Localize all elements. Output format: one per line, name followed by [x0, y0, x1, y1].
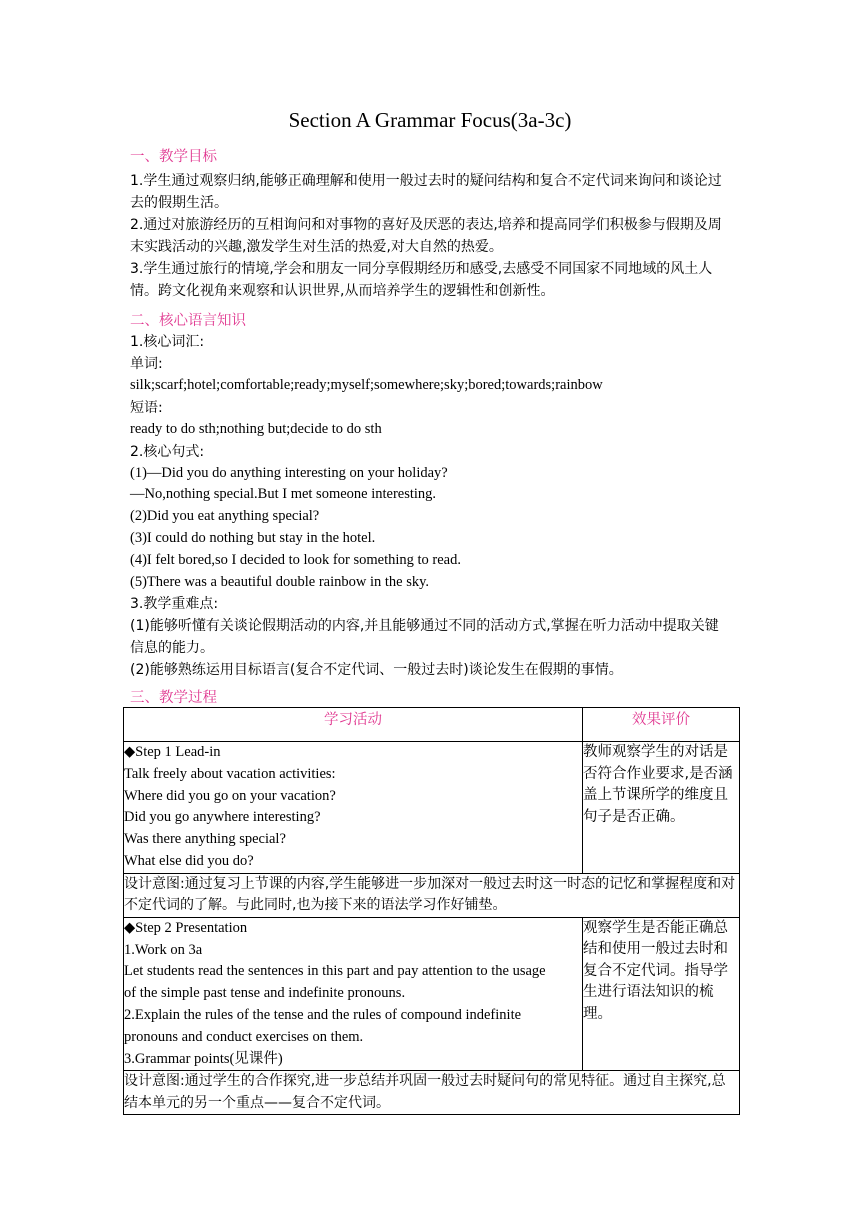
- words-list: silk;scarf;hotel;comfortable;ready;myself;somewhere;sky;bored;towards;rainbow: [130, 377, 603, 393]
- sentence-item: (3)I could do nothing but stay in the hotel.: [130, 529, 376, 546]
- teaching-process-table: [123, 707, 740, 1115]
- table-row: [124, 742, 740, 874]
- sentence-item: (2)Did you eat anything special?: [130, 508, 320, 525]
- phrases-label: 短语:: [130, 399, 163, 416]
- sentence-item: (1)—Did you do anything interesting on your holiday?: [130, 464, 448, 481]
- activity-line: pronouns and conduct exercises on them.: [124, 1028, 364, 1045]
- activity-line: Talk freely about vacation activities:: [124, 765, 336, 782]
- goal-item-3: 3.学生通过旅行的情境,学会和朋友一同分享假期经历和感受,去感受不同国家不同地域的风土人情。跨文化视角来观察和认识世界,从而培养学生的逻辑性和创新性。: [130, 261, 713, 299]
- activity-cell: [124, 917, 583, 1071]
- focus-item-2: (2)能够熟练运用目标语言(复合不定代词、一般过去时)谈论发生在假期的事情。: [130, 662, 623, 679]
- section-heading-process: 三、教学过程: [130, 690, 217, 706]
- activity-line: ◆Step 1 Lead-in: [124, 744, 221, 760]
- goal-item-1: 1.学生通过观察归纳,能够正确理解和使用一般过去时的疑问结构和复合不定代词来询问和谈论过去的假期生活。: [130, 173, 722, 211]
- focus-title: 3.教学重难点:: [130, 596, 219, 613]
- evaluation-cell: 教师观察学生的对话是否符合作业要求,是否涵盖上节课所学的维度且句子是否正确。: [583, 742, 740, 874]
- activity-line: 2.Explain the rules of the tense and the rules of compound indefinite: [124, 1006, 522, 1023]
- focus-item-1: (1)能够听懂有关谈论假期活动的内容,并且能够通过不同的活动方式,掌握在听力活动中提取关键信息的能力。: [130, 618, 719, 657]
- activity-line: Did you go anywhere interesting?: [124, 809, 321, 826]
- design-intent-cell: 设计意图:通过复习上节课的内容,学生能够进一步加深对一般过去时这一时态的记忆和掌握程度和对不定代词的了解。与此同时,也为接下来的语法学习作好铺垫。: [124, 873, 740, 917]
- activity-line: of the simple past tense and indefinite pronouns.: [124, 985, 406, 1002]
- table-row: [124, 1071, 740, 1115]
- design-intent-cell: 设计意图:通过学生的合作探究,进一步总结并巩固一般过去时疑问句的常见特征。通过自主探究,总结本单元的另一个重点——复合不定代词。: [124, 1071, 740, 1115]
- table-row: [124, 917, 740, 1071]
- activity-line: What else did you do?: [124, 852, 254, 869]
- goals-list: [130, 170, 730, 302]
- activity-line: Where did you go on your vacation?: [124, 787, 336, 804]
- activity-cell: [124, 742, 583, 874]
- activity-line: Was there anything special?: [124, 831, 286, 848]
- goal-item-2: 2.通过对旅游经历的互相询问和对事物的喜好及厌恶的表达,培养和提高同学们积极参与假期及周末实践活动的兴趣,激发学生对生活的热爱,对大自然的热爱。: [130, 217, 722, 255]
- sentence-item: —No,nothing special.But I met someone interesting.: [130, 486, 437, 503]
- phrases-list: ready to do sth;nothing but;decide to do sth: [130, 420, 382, 437]
- activity-line: Let students read the sentences in this part and pay attention to the usage: [124, 963, 546, 980]
- table-header-row: [124, 708, 740, 742]
- sentence-item: (4)I felt bored,so I decided to look for something to read.: [130, 551, 461, 568]
- knowledge-block: [130, 331, 730, 681]
- activity-line: ◆Step 2 Presentation: [124, 919, 248, 936]
- evaluation-cell: 观察学生是否能正确总结和使用一般过去时和复合不定代词。指导学生进行语法知识的梳理。: [583, 917, 740, 1071]
- activity-line: 1.Work on 3a: [124, 941, 203, 958]
- activity-line: 3.Grammar points(见课件): [124, 1050, 283, 1067]
- sentences-title: 2.核心句式:: [130, 443, 205, 460]
- column-header-evaluation: 效果评价: [583, 708, 740, 742]
- section-heading-knowledge: 二、核心语言知识: [130, 313, 246, 329]
- vocab-title: 1.核心词汇:: [130, 334, 205, 350]
- words-label: 单词:: [130, 356, 163, 372]
- column-header-activity: 学习活动: [124, 708, 583, 742]
- sentence-item: (5)There was a beautiful double rainbow in the sky.: [130, 573, 430, 590]
- table-row: [124, 873, 740, 917]
- section-heading-goals: 一、教学目标: [130, 149, 217, 165]
- document-title: Section A Grammar Focus(3a-3c): [288, 108, 572, 132]
